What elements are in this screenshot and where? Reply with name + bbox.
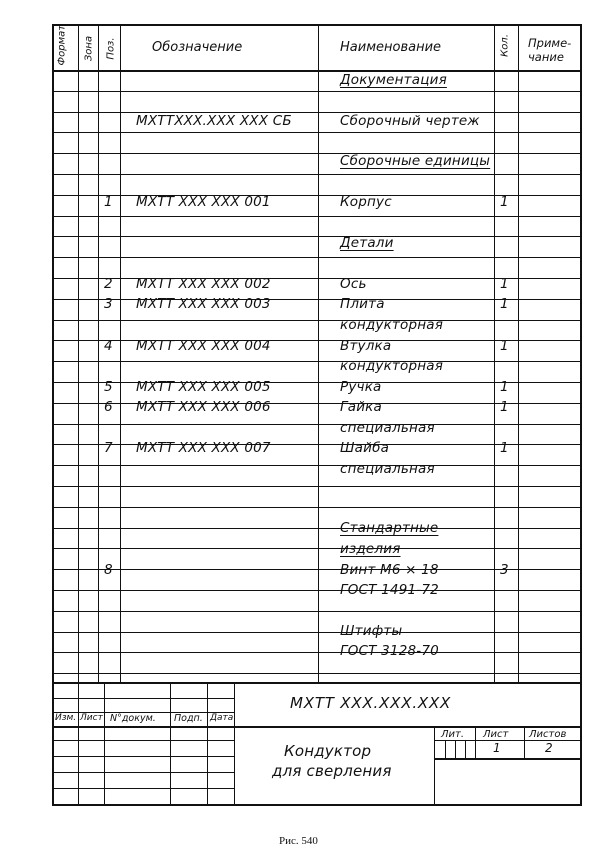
- header-zone: Зона: [83, 35, 95, 62]
- tb-izm: Изм.: [55, 713, 77, 723]
- revision-row: [54, 740, 234, 741]
- revision-row: [54, 772, 234, 773]
- drawing-frame: [52, 24, 582, 806]
- row-designation: МХТТ ХХХ ХХХ 003: [136, 296, 271, 312]
- row-divider: [54, 590, 580, 591]
- row-quantity: 1: [500, 296, 509, 312]
- row-divider: [54, 611, 580, 612]
- row-name: кондукторная: [340, 317, 444, 333]
- row-divider: [54, 216, 580, 217]
- tb-sheets-value: 2: [545, 741, 553, 755]
- row-divider: [54, 424, 580, 425]
- row-position: 2: [104, 276, 113, 292]
- row-divider: [54, 257, 580, 258]
- header-pos: Поз.: [105, 37, 117, 60]
- row-designation: МХТТ ХХХ ХХХ 006: [136, 399, 271, 415]
- row-designation: МХТТ ХХХ ХХХ 005: [136, 379, 271, 395]
- row-quantity: 1: [500, 399, 509, 415]
- tb-data: Дата: [210, 713, 234, 723]
- row-name: Винт М6 × 18: [340, 562, 439, 578]
- row-name: ГОСТ 3128-70: [340, 643, 439, 659]
- row-divider: [54, 174, 580, 175]
- column-divider: [78, 26, 79, 682]
- row-divider: [54, 236, 580, 237]
- lit-cell-divider: [465, 740, 466, 758]
- row-quantity: 3: [500, 562, 509, 578]
- tb-list: Лист: [80, 713, 103, 723]
- tb-sheets: Листов: [529, 729, 567, 740]
- row-quantity: 1: [500, 338, 509, 354]
- row-designation: МХТТ ХХХ ХХХ 001: [136, 194, 271, 210]
- row-name: специальная: [340, 461, 435, 477]
- row-name: Ось: [340, 276, 367, 292]
- title-block-column: [78, 682, 79, 804]
- row-quantity: 1: [500, 194, 509, 210]
- header-qty: Кол.: [499, 34, 511, 57]
- title-block-name-line1: Кондуктор: [284, 742, 372, 760]
- row-name: специальная: [340, 420, 435, 436]
- row-quantity: 1: [500, 440, 509, 456]
- row-designation: МХТТХХХ.ХХХ ХХХ СБ: [136, 113, 292, 129]
- row-divider: [54, 153, 580, 154]
- row-designation: МХТТ ХХХ ХХХ 007: [136, 440, 271, 456]
- row-divider: [54, 486, 580, 487]
- title-block-name-line2: для сверления: [272, 762, 392, 780]
- tb-sheet-value: 1: [493, 741, 501, 755]
- lit-cell-divider: [455, 740, 456, 758]
- lit-cell-divider: [445, 740, 446, 758]
- tb-lit: Лит.: [441, 729, 465, 740]
- revision-row: [54, 726, 234, 728]
- title-block-column: [524, 726, 525, 758]
- row-position: 1: [104, 194, 113, 210]
- column-divider: [98, 26, 99, 682]
- row-name: Корпус: [340, 194, 392, 210]
- header-note-line2: чание: [528, 50, 564, 64]
- row-name: изделия: [340, 541, 401, 557]
- title-block-column: [170, 682, 171, 804]
- title-block-column: [434, 726, 435, 804]
- row-divider: [54, 528, 580, 529]
- row-divider: [54, 361, 580, 362]
- row-position: 5: [104, 379, 113, 395]
- row-divider: [54, 632, 580, 633]
- row-name: Плита: [340, 296, 385, 312]
- revision-row: [54, 756, 234, 757]
- row-quantity: 1: [500, 379, 509, 395]
- row-divider: [54, 548, 580, 549]
- title-block-top: [54, 682, 580, 684]
- title-block-column: [475, 726, 476, 758]
- row-position: 6: [104, 399, 113, 415]
- revision-row: [54, 788, 234, 789]
- row-position: 8: [104, 562, 113, 578]
- title-block-column: [207, 682, 208, 804]
- column-divider: [318, 26, 319, 682]
- title-block-mid: [234, 726, 580, 728]
- row-divider: [54, 465, 580, 466]
- header-divider: [54, 70, 580, 72]
- row-designation: МХТТ ХХХ ХХХ 002: [136, 276, 271, 292]
- row-divider: [54, 320, 580, 321]
- row-name: ГОСТ 1491-72: [340, 582, 439, 598]
- tb-podp: Подп.: [174, 713, 203, 724]
- title-block-column: [234, 682, 235, 804]
- header-format: Формат: [56, 24, 68, 66]
- row-designation: МХТТ ХХХ ХХХ 004: [136, 338, 271, 354]
- row-divider: [54, 91, 580, 92]
- row-name: Шайба: [340, 440, 390, 456]
- row-name: Штифты: [340, 623, 403, 639]
- row-position: 4: [104, 338, 113, 354]
- figure-caption: Рис. 540: [279, 835, 318, 847]
- row-name: Ручка: [340, 379, 382, 395]
- row-name: Сборочные единицы: [340, 153, 491, 169]
- row-divider: [54, 507, 580, 508]
- row-name: Втулка: [340, 338, 392, 354]
- row-divider: [54, 112, 580, 113]
- row-divider: [54, 652, 580, 653]
- title-block-row: [434, 758, 580, 760]
- revision-row: [54, 698, 234, 699]
- title-block-designation: МХТТ ХХХ.ХХХ.ХХХ: [290, 694, 452, 712]
- row-position: 7: [104, 440, 113, 456]
- header-note-line1: Приме-: [528, 36, 572, 50]
- tb-ndokum: N°докум.: [110, 713, 156, 724]
- row-position: 3: [104, 296, 113, 312]
- row-name: Гайка: [340, 399, 382, 415]
- tb-sheet: Лист: [483, 729, 509, 740]
- row-name: Документация: [340, 72, 447, 88]
- row-name: Сборочный чертеж: [340, 113, 480, 129]
- column-divider: [120, 26, 121, 682]
- title-block-column: [104, 682, 105, 804]
- header-designation: Обозначение: [152, 40, 243, 55]
- row-quantity: 1: [500, 276, 509, 292]
- column-divider: [518, 26, 519, 682]
- row-divider: [54, 673, 580, 674]
- column-divider: [494, 26, 495, 682]
- header-name: Наименование: [340, 40, 442, 55]
- row-name: кондукторная: [340, 358, 444, 374]
- row-name: Стандартные: [340, 520, 439, 536]
- row-divider: [54, 132, 580, 133]
- row-name: Детали: [340, 235, 394, 251]
